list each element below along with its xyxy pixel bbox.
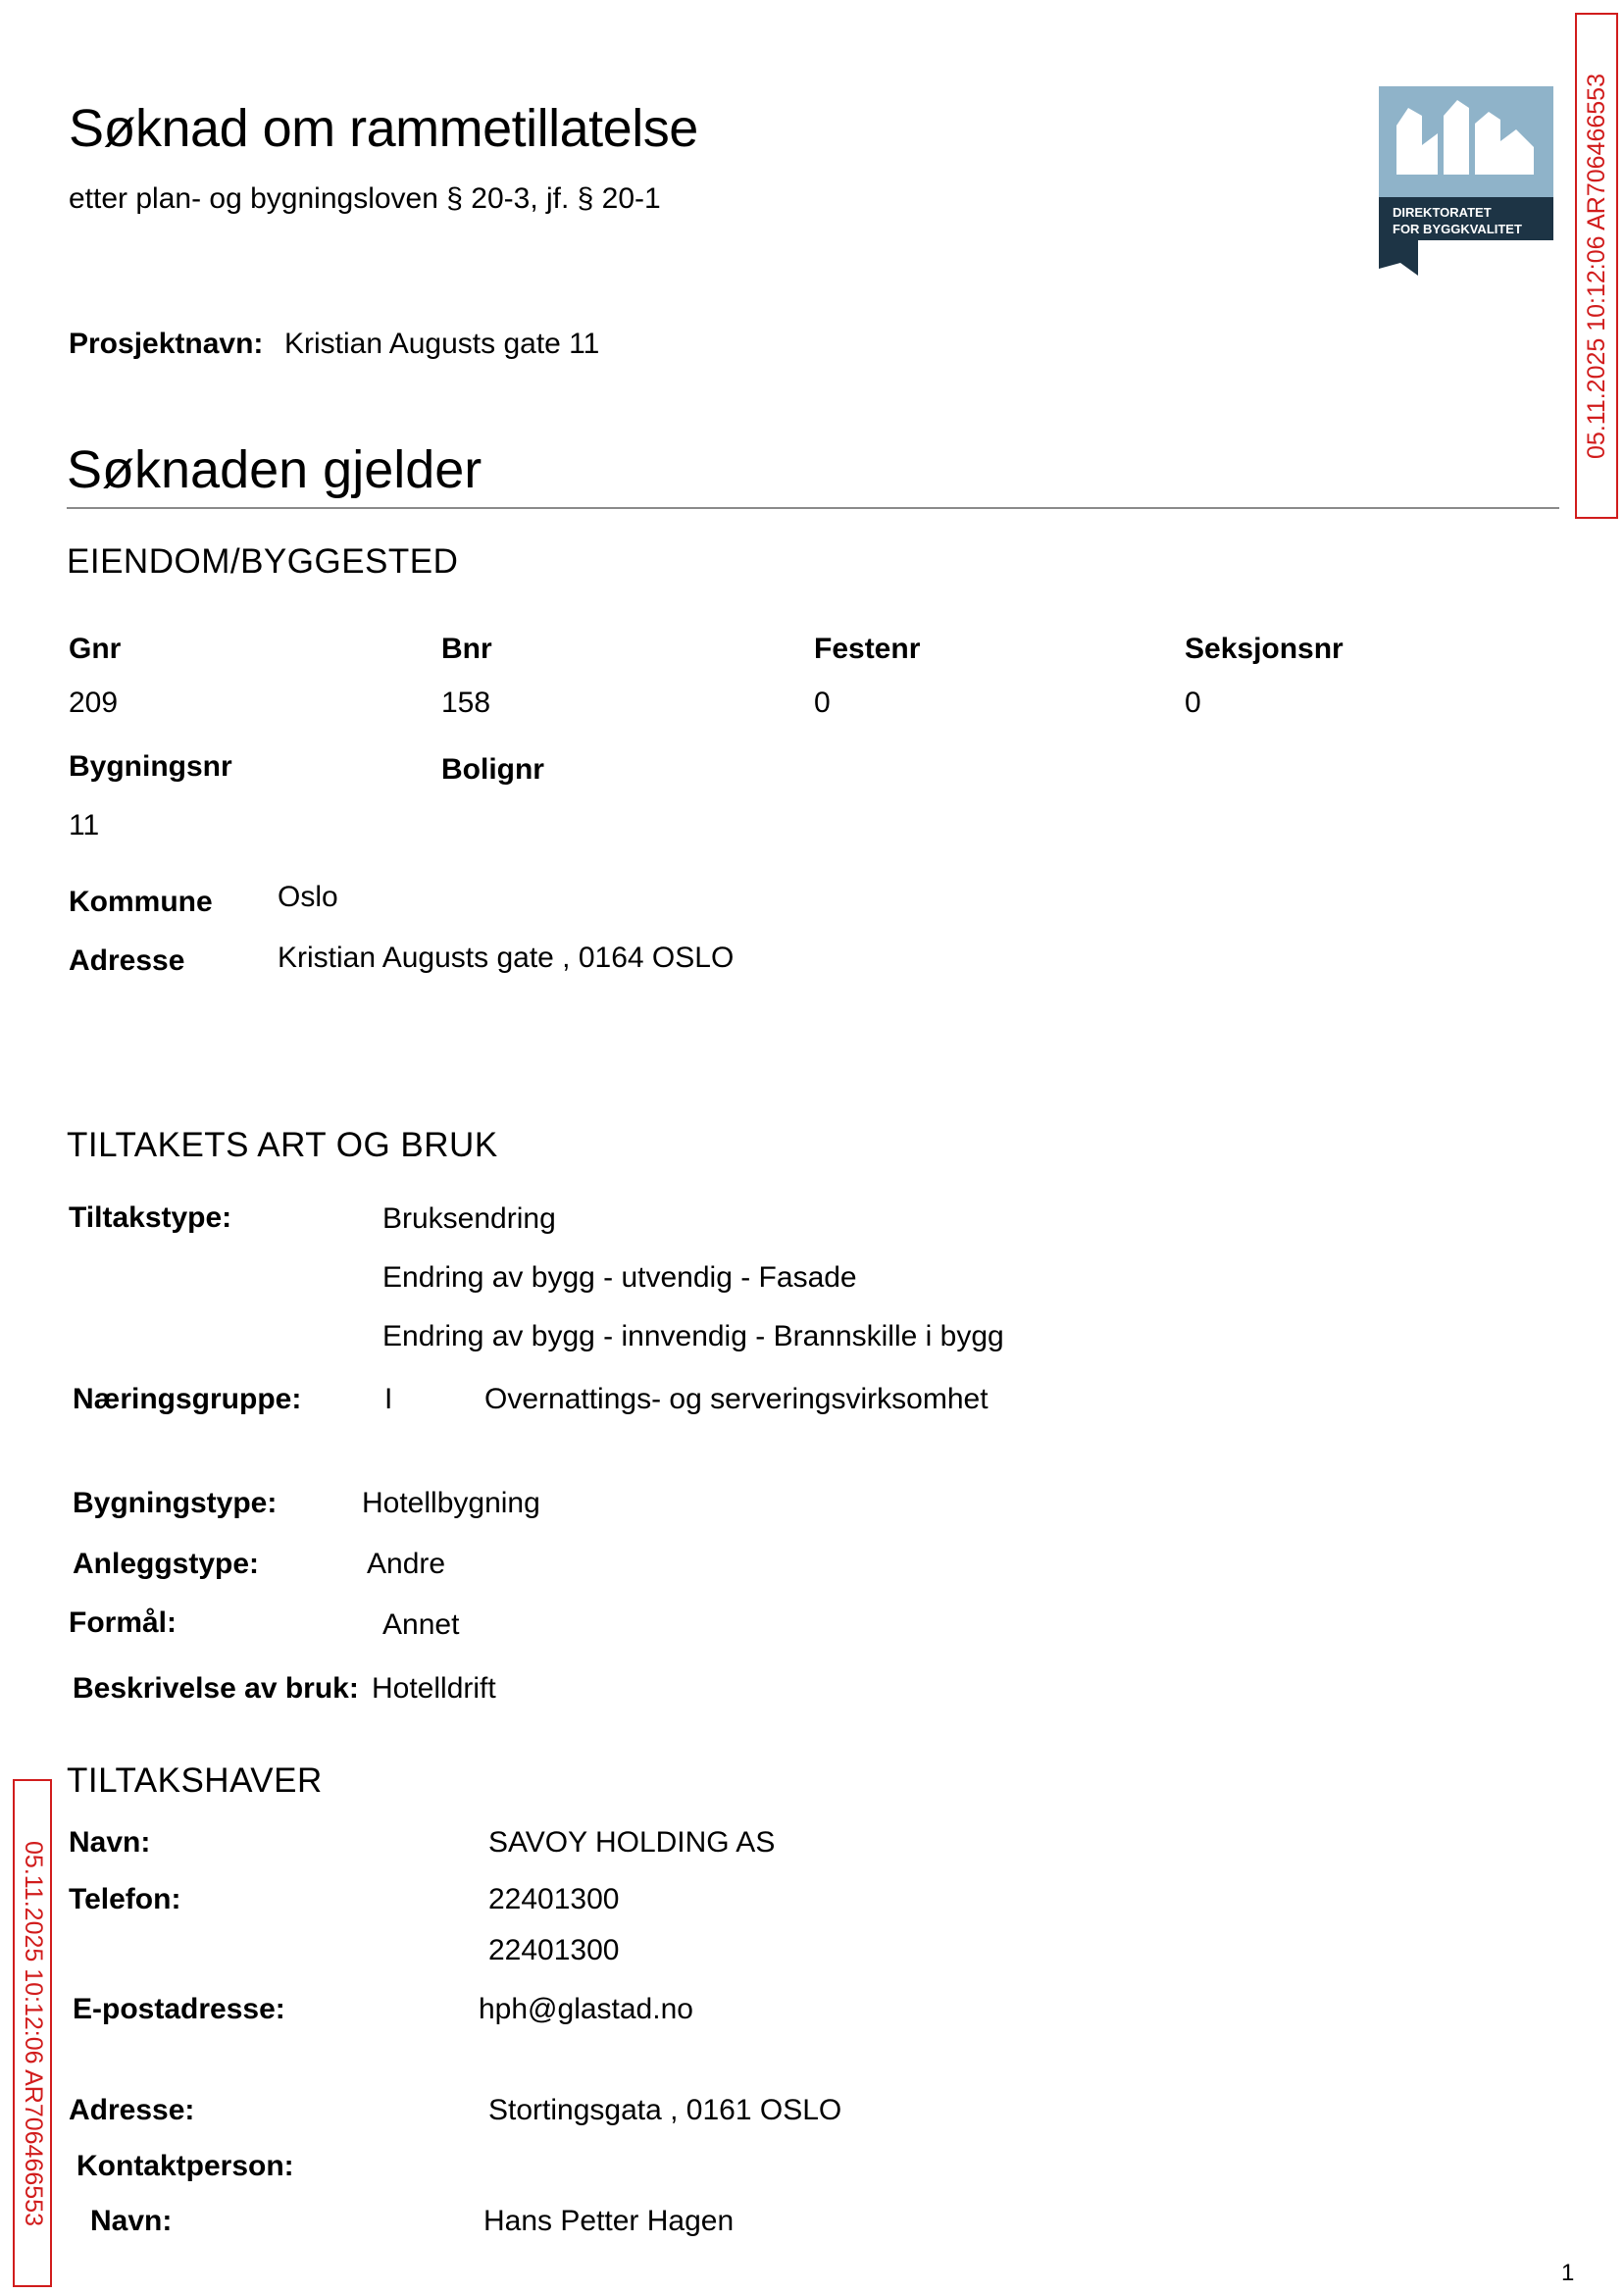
applicant-heading: TILTAKSHAVER <box>67 1761 323 1800</box>
applicant-email-label: E-postadresse: <box>73 1993 285 2025</box>
applicant-email-value: hph@glastad.no <box>479 1993 693 2025</box>
naeringsgruppe-label: Næringsgruppe: <box>73 1383 302 1415</box>
bnr-label: Bnr <box>441 633 492 665</box>
seksjonsnr-value: 0 <box>1185 687 1201 719</box>
festenr-value: 0 <box>814 687 831 719</box>
timestamp-stamp-left: 05.11.2025 10:12:06 AR706466553 <box>13 1779 52 2287</box>
anleggstype-value: Andre <box>367 1548 446 1580</box>
festenr-label: Festenr <box>814 633 921 665</box>
bygningstype-label: Bygningstype: <box>73 1487 278 1519</box>
beskrivelse-value: Hotelldrift <box>372 1672 496 1705</box>
dibk-logo <box>1379 86 1553 276</box>
seksjonsnr-label: Seksjonsnr <box>1185 633 1344 665</box>
page-number: 1 <box>1561 2260 1575 2286</box>
applicant-phone-label: Telefon: <box>69 1883 181 1915</box>
document-title: Søknad om rammetillatelse <box>69 99 698 158</box>
tiltakstype-item: Endring av bygg - utvendig - Fasade <box>382 1261 857 1294</box>
dibk-logo-icon <box>1379 86 1553 276</box>
applicant-address-value: Stortingsgata , 0161 OSLO <box>488 2094 842 2126</box>
bolignr-label: Bolignr <box>441 753 544 786</box>
kommune-label: Kommune <box>69 886 213 918</box>
tiltakstype-item: Bruksendring <box>382 1202 556 1235</box>
project-label: Prosjektnavn: <box>69 328 264 360</box>
adresse-label: Adresse <box>69 944 185 977</box>
naeringsgruppe-text: Overnattings- og serveringsvirksomhet <box>484 1383 989 1415</box>
bygningsnr-label: Bygningsnr <box>69 750 232 783</box>
applicant-phone-value: 22401300 <box>488 1883 620 1915</box>
applicant-name-value: SAVOY HOLDING AS <box>488 1826 776 1859</box>
beskrivelse-label: Beskrivelse av bruk: <box>73 1672 359 1705</box>
contact-person-label: Kontaktperson: <box>76 2150 294 2182</box>
section-divider <box>67 507 1559 509</box>
logo-text-1: DIREKTORATET <box>1393 205 1492 220</box>
gnr-value: 209 <box>69 687 119 719</box>
naeringsgruppe-code: I <box>384 1383 393 1415</box>
contact-name-label: Navn: <box>90 2205 173 2237</box>
kommune-value: Oslo <box>278 881 338 913</box>
bygningstype-value: Hotellbygning <box>362 1487 540 1519</box>
applicant-phone-value: 22401300 <box>488 1934 620 1966</box>
measure-heading: TILTAKETS ART OG BRUK <box>67 1126 498 1164</box>
project-value: Kristian Augusts gate 11 <box>284 328 600 360</box>
bygningsnr-value: 11 <box>69 809 100 841</box>
formal-label: Formål: <box>69 1606 178 1639</box>
property-heading: EIENDOM/BYGGESTED <box>67 542 459 581</box>
gnr-label: Gnr <box>69 633 122 665</box>
logo-text-2: FOR BYGGKVALITET <box>1393 222 1522 236</box>
applicant-address-label: Adresse: <box>69 2094 195 2126</box>
applicant-name-label: Navn: <box>69 1826 151 1859</box>
timestamp-stamp-right: 05.11.2025 10:12:06 AR706466553 <box>1575 13 1618 519</box>
tiltakstype-label: Tiltakstype: <box>69 1201 232 1234</box>
document-subtitle: etter plan- og bygningsloven § 20-3, jf. § 20-1 <box>69 182 661 215</box>
contact-name-value: Hans Petter Hagen <box>483 2205 735 2237</box>
formal-value: Annet <box>382 1608 460 1641</box>
anleggstype-label: Anleggstype: <box>73 1548 260 1580</box>
tiltakstype-item: Endring av bygg - innvendig - Brannskille i bygg <box>382 1320 1004 1352</box>
bnr-value: 158 <box>441 687 491 719</box>
section-title: Søknaden gjelder <box>67 440 482 499</box>
adresse-value: Kristian Augusts gate , 0164 OSLO <box>278 942 735 974</box>
